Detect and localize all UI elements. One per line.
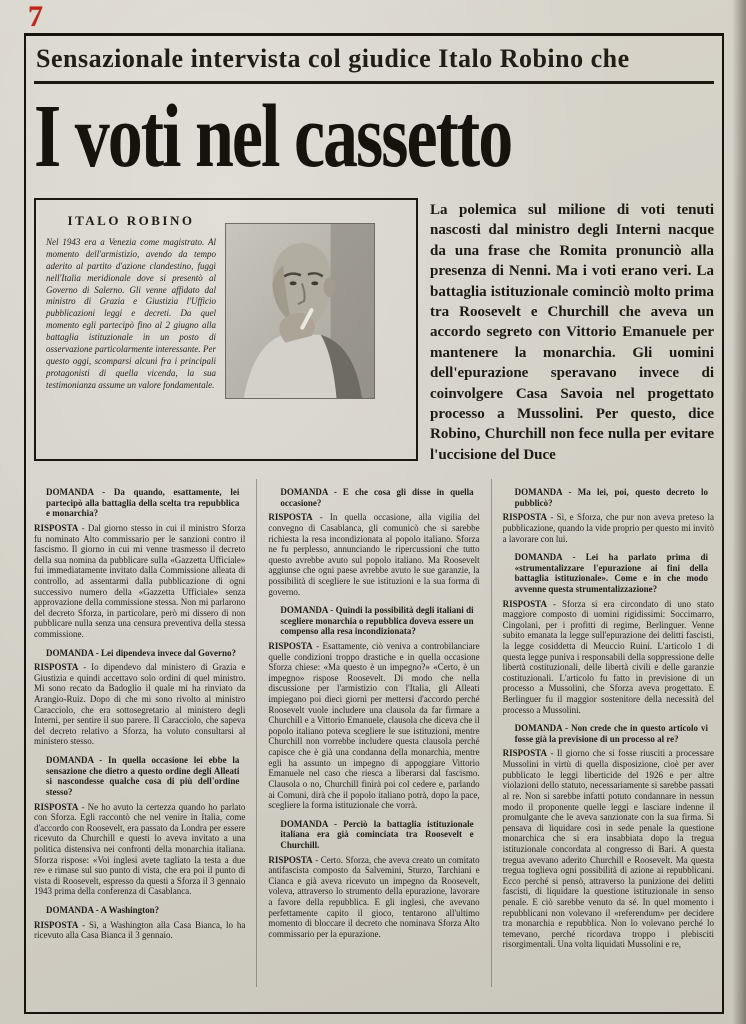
intro-section — [34, 198, 714, 465]
question-label: DOMANDA — [46, 755, 94, 766]
lead-paragraph: La polemica sul milione di voti tenuti nascosti dal ministro degli Interni nacque da una frase che Romita pronunciò alla presenza di Nenni. Ma i voti erano veri. La battaglia istituzionale cominciò molto prima tra Roosevelt e Churchill che aveva un accordo segreto con Vittorio Emanuele per mantenere la monarchia. Gli uomini dell'epurazione speravano invece di coinvolgere Casa Savoia nel progettato processo a Mussolini. Per questo, dice Robino, Churchill non fece nulla per evitare l'uccisione del Duce — [430, 202, 714, 463]
answer-label: RISPOSTA — [268, 854, 313, 865]
answer-label: RISPOSTA — [502, 598, 548, 609]
question-paragraph: DOMANDA - In quella occasione lei ebbe la sensazione che dietro a questo ordine degli Alleati si nascondesse qualche cosa di più dell'ordine stesso? — [46, 755, 240, 797]
question-paragraph: DOMANDA - Non crede che in questo articolo vi fosse già la previsione di un processo al re? — [514, 723, 708, 744]
main-headline: I voti nel cassetto — [34, 87, 512, 187]
article-column-3 — [491, 479, 714, 987]
page-frame — [24, 33, 724, 1014]
bio-text-column — [46, 209, 216, 399]
question-label: DOMANDA — [514, 487, 563, 498]
question-paragraph: DOMANDA - A Washington? — [46, 905, 160, 916]
answer-label: RISPOSTA — [502, 748, 548, 759]
answer-label: RISPOSTA — [34, 919, 79, 930]
bio-text: Nel 1943 era a Venezia come magistrato. Al momento dell'armistizio, avendo da tempo aderito al partito d'azione clandestino, fuggì nell'Italia meridionale dove si presentò al Governo di Salerno. Gli venne affidato dal ministro di Grazia e Giustizia l'Ufficio pubblicazioni leggi e decreti. Da quel momento egli partecipò fino al 2 giugno alla battaglia istituzionale in un posto di osservazione particolarmente interessante. Per questo oggi, scomparsi alcuni fra i principali protagonisti di quella vicenda, la sua testimonianza assume un valore fondamentale. — [46, 237, 216, 390]
question-label: DOMANDA — [514, 723, 563, 734]
answer-paragraph: RISPOSTA - Sì, e Sforza, che pur non aveva preteso la pubblicazione, quando la vide proprio per questo mi invitò a lavorare con lui. — [502, 512, 714, 544]
question-label: DOMANDA — [280, 605, 328, 616]
headline-wrap — [34, 84, 714, 196]
answer-label: RISPOSTA — [268, 641, 313, 651]
question-label: DOMANDA — [46, 487, 94, 498]
question-label: DOMANDA — [46, 905, 94, 916]
question-label: DOMANDA — [514, 552, 563, 563]
kicker-headline: Sensazionale intervista col giudice Italo Robino che — [34, 36, 714, 84]
answer-paragraph: RISPOSTA - Il giorno che si fosse riusciti a processare Mussolini in virtù di quella disposizione, cioè per aver pubblicato le leggi liberticide del 1926 e per altre violazioni dello statuto, necessariamente si sarebbe passati al re. Non si sarebbe infatti potuto condannare in nessun modo il proponente quelle leggi e lasciare indenne il promulgante che le aveva sanzionate con la sua firma. Si pensava di liquidare così in sede penale la questione monarchica che si era insabbiata dopo la tregua istituzionale concordata al congresso di Bari. A questa tregua avevano aderito Churchill e Roosevelt. Ma questa tregua toglieva ogni possibilità di azione ai repubblicani. Ecco perché si pensò, attraverso la punizione dei delitti fascisti, di liquidare la questione istituzionale in senso penale. E ciò sarebbe venuto da sé. In quel momento i repubblicani non volevano il «referendum» per decidere tra monarchia e repubblica. Non lo volevano perché lo temevano, perché ricordava troppo i plebisciti risorgimentali. Una volta liquidati Mussolini e re, — [502, 748, 714, 950]
question-label: DOMANDA — [46, 647, 94, 658]
question-label: DOMANDA — [280, 487, 328, 498]
question-paragraph: DOMANDA - E che cosa gli disse in quella occasione? — [280, 487, 474, 508]
answer-paragraph: RISPOSTA - Certo. Sforza, che aveva creato un comitato antifascista composto da Salvemini, Sturzo, Tarchiani e Cianca e già aveva ricevuto un impegno da Roosevelt, voleva, attraverso lo strumento della epurazione, lavorare a favore della repubblica. E gli inglesi, che avevano perfettamente capito il gioco, tentarono all'ultimo momento di bloccare il decreto che nominava Sforza Alto commissario per la epurazione. — [268, 854, 480, 939]
answer-paragraph: RISPOSTA - Esattamente, ciò veniva a controbilanciare quelle condizioni troppo drastiche e in quella occasione Sforza chiese: «Ma questo è un impegno?» «Certo, è un impegno» rispose Roosevelt. Di modo che nella discussione per l'armistizio con l'Italia, gli Alleati impiegano poi dieci giorni per mettersi d'accordo perché Roosevelt vuole includere una clausola da far firmare a Churchill e a Vittorio Emanuele, clausola che diceva che il popolo italiano poteva scegliere le sue istituzioni, mentre Churchill non vorrebbe includere questa clausola perché capisce che è già una condanna della monarchia, mentre egli ha assunto un impegno di appoggiare Vittorio Emanuele nel caso che riesca a liberarsi dal fascismo. Clausola o no, Churchill finirà poi col cedere e, parlando ai Comuni, dirà che il popolo italiano potrà, dopo la pace, scegliere la forma istituzionale che vorrà. — [268, 641, 480, 811]
answer-paragraph: RISPOSTA - Ne ho avuto la certezza quando ho parlato con Sforza. Egli raccontò che nel venire in Italia, come d'accordo con Roosevelt, era passato da Londra per essere ricevuto da Churchill e questi lo aveva invitato a una politica distensiva nei confronti della monarchia italiana. Sforza rispose: «Voi inglesi avete tagliato la testa a due re» e rimase sul suo punto di vista, che era poi il punto di vista di Roosevelt, espresso da questi a Sforza il 3 gennaio 1943 prima della conferenza di Casablanca. — [34, 801, 246, 897]
answer-label: RISPOSTA — [34, 801, 79, 812]
article-column-2 — [256, 479, 479, 987]
bio-box — [34, 198, 418, 461]
question-paragraph: DOMANDA - Ma lei, poi, questo decreto lo pubblicò? — [514, 487, 708, 508]
answer-paragraph: RISPOSTA - Sì, a Washington alla Casa Bianca, lo ha ricevuto alla Casa Bianca il 3 gennaio. — [34, 919, 246, 941]
page-number: 7 — [28, 0, 43, 33]
answer-paragraph: RISPOSTA - Dal giorno stesso in cui il ministro Sforza fu nominato Alto commissario per le sanzioni contro il fascismo. Il giorno in cui mi venne trasmesso il decreto della sua nomina da pubblicare sulla «Gazzetta Ufficiale» fui immediatamente invitato dalla Commissione alleata di controllo, ad assentarmi dalla pubblicazione di ogni successivo numero della «Gazzetta Ufficiale» senza approvazione della commissione stessa. Non mi parlarono del decreto Sforza, in particolare, però mi dissero di non pubblicare nulla senza una censura preventiva della stessa commissione. — [34, 522, 246, 639]
question-paragraph: DOMANDA - Lei dipendeva invece dal Governo? — [46, 647, 236, 658]
article-column-1 — [34, 479, 245, 987]
answer-label: RISPOSTA — [502, 512, 548, 523]
page-edge-shadow — [732, 0, 746, 1024]
article-columns — [34, 479, 714, 987]
answer-paragraph: RISPOSTA - Io dipendevo dal ministero di Grazia e Giustizia e quindi accettavo solo ordini di quel ministro. Mi sono recato da Badoglio il quale mi ha rinviato da Arangio-Ruiz. Dopo di che mi sono rivolto al ministro Caracciolo, che era sottosegretario al ministero degli Interni, per sentire il suo parere. Il Caracciolo, che sapeva del decreto relativo a Sforza, ha voluto consultarsi al ministero stesso. — [34, 662, 246, 747]
answer-label: RISPOSTA — [268, 512, 313, 523]
answer-paragraph: RISPOSTA - In quella occasione, alla vigilia del convegno di Casablanca, gli comunicò che si sarebbe richiesta la resa incondizionata al popolo italiano. Sforza ne fu perplesso, annunciando le ripercussioni che tutto questo avrebbe avuto sul popolo italiano. Ma Roosevelt aggiunse che ogni paese avrebbe avuto le sue garanzie, la possibilità di scegliere le sue istituzioni e la sua forma di governo. — [268, 512, 480, 597]
question-paragraph: DOMANDA - Da quando, esattamente, lei partecipò alla battaglia della scelta tra repubblica e monarchia? — [46, 487, 240, 519]
question-paragraph: DOMANDA - Quindi la possibilità degli italiani di scegliere monarchia o repubblica doveva essere un compenso alla resa incondizionata? — [280, 605, 474, 637]
answer-label: RISPOSTA — [34, 662, 79, 673]
bio-heading: ITALO ROBINO — [67, 213, 195, 228]
answer-paragraph: RISPOSTA - Sforza si era circondato di uno stato maggiore composto di uomini rigidissimi: Soccimarro, Cingolani, per i profitti di regime, Berlinguer. Venne subito emanata la legge sull'epurazione dei delitti fascisti, la legge cosiddetta di Meuccio Ruini. L'articolo 1 di questa legge puniva i responsabili della soppressione delle libertà costituzionali, delle libertà civili e delle garanzie costituzionali. L'articolo fu fatto in previsione di un processo a Mussolini, che Sforza aveva progettato. E Berlinguer fu il maggior sostenitore della necessità del processo a Mussolini. — [502, 598, 714, 715]
answer-label: RISPOSTA — [34, 522, 79, 533]
question-paragraph: DOMANDA - Perciò la battaglia istituzionale italiana era già cominciata tra Roosevelt e Churchill. — [280, 818, 474, 850]
italo-robino-photo — [225, 223, 375, 399]
question-label: DOMANDA — [280, 818, 328, 829]
question-paragraph: DOMANDA - Lei ha parlato prima di «strumentalizzare l'epurazione ai fini della battaglia istituzionale». Come e in che modo avvenne questa strumentalizzazione? — [514, 552, 708, 594]
